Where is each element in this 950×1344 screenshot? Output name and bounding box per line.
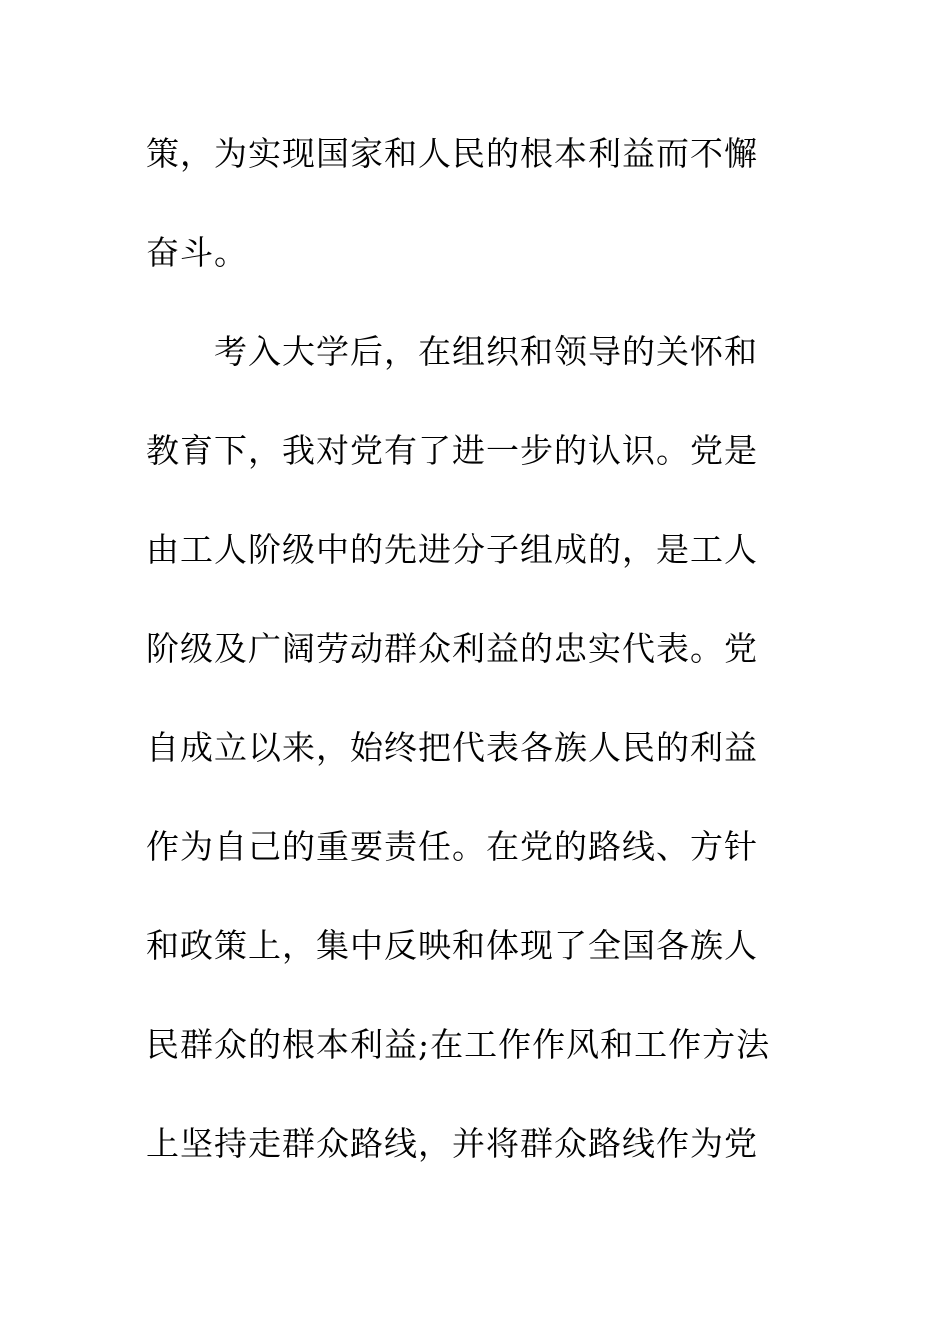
text-line-11: 上坚持走群众路线，并将群众路线作为党 [146, 1124, 758, 1163]
text-line-6: 阶级及广阔劳动群众利益的忠实代表。党 [146, 629, 758, 668]
text-line-3: 考入大学后，在组织和领导的关怀和 [214, 332, 758, 371]
text-line-1: 策，为实现国家和人民的根本利益而不懈 [146, 134, 758, 173]
text-line-7: 自成立以来，始终把代表各族人民的利益 [146, 728, 758, 767]
text-line-9: 和政策上，集中反映和体现了全国各族人 [146, 926, 758, 965]
text-line-5: 由工人阶级中的先进分子组成的，是工人 [146, 530, 758, 569]
text-line-4: 教育下，我对党有了进一步的认识。党是 [146, 431, 758, 470]
text-line-8: 作为自己的重要责任。在党的路线、方针 [146, 827, 758, 866]
text-line-2: 奋斗。 [146, 233, 248, 272]
text-line-10: 民群众的根本利益;在工作作风和工作方法 [146, 1025, 771, 1064]
